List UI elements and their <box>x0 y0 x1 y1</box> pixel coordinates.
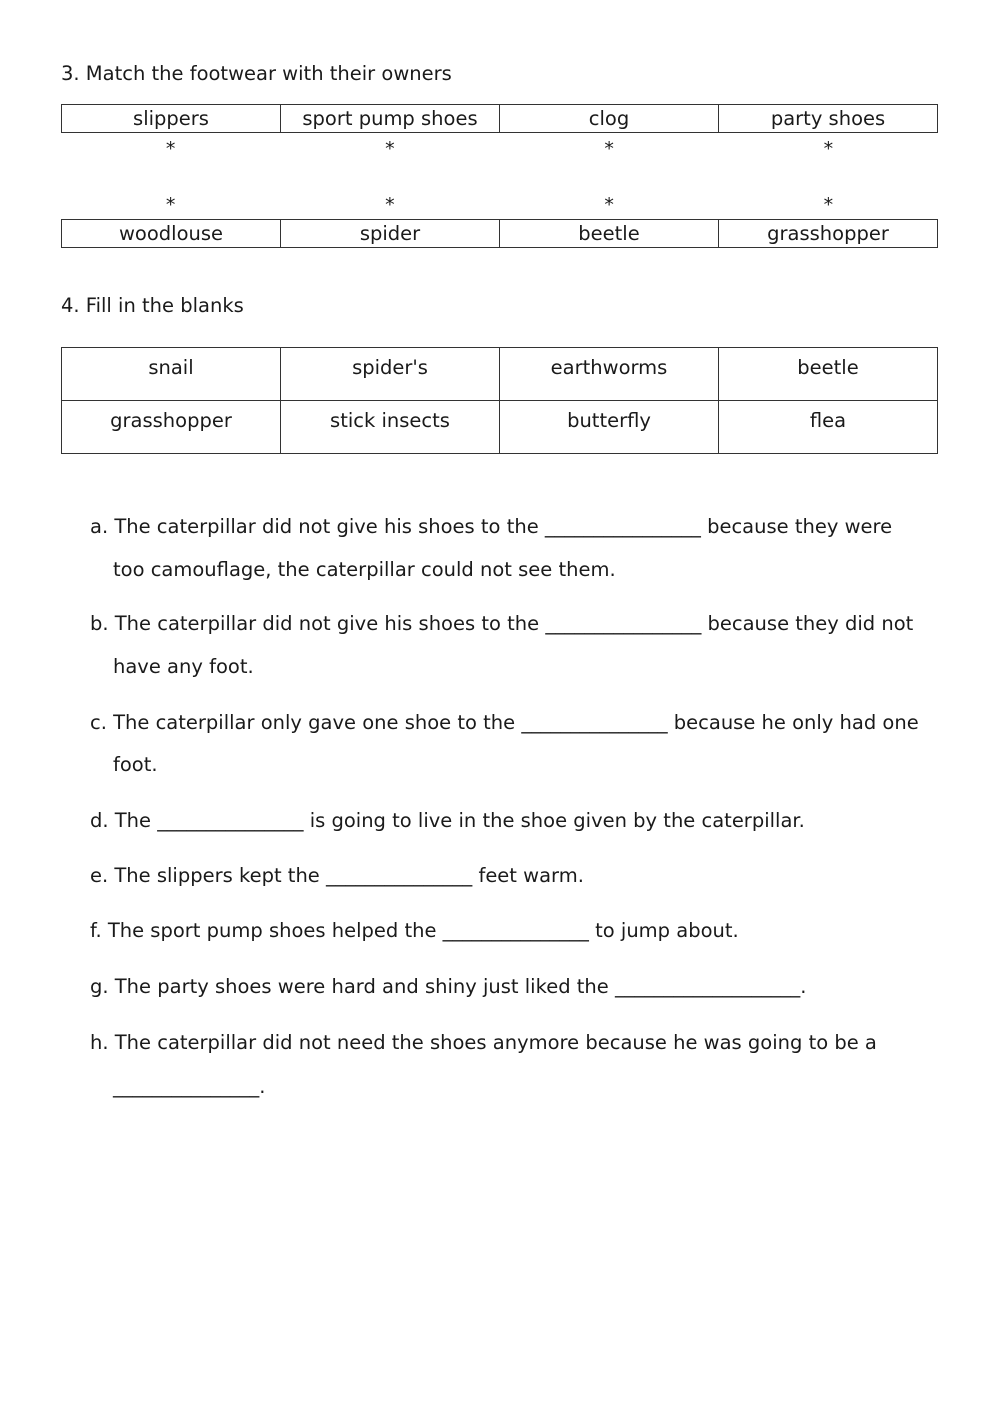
table-row <box>62 220 938 248</box>
question-e: e. The slippers kept the _______________ feet warm. <box>90 864 584 887</box>
word-bank-cell: stick insects <box>281 401 500 454</box>
match-dot[interactable]: * <box>385 194 395 216</box>
question-f: f. The sport pump shoes helped the _______________ to jump about. <box>90 919 739 942</box>
match-dot[interactable]: * <box>165 194 176 216</box>
match-dot[interactable]: * <box>823 138 834 160</box>
match-dot[interactable]: * <box>385 138 395 160</box>
word-bank-table <box>61 347 938 454</box>
footwear-cell: clog <box>500 105 719 133</box>
match-dot[interactable]: * <box>604 138 614 160</box>
question-a-continued: too camouflage, the caterpillar could not see them. <box>113 558 616 581</box>
match-dot[interactable]: * <box>165 138 176 160</box>
footwear-cell: sport pump shoes <box>281 105 500 133</box>
word-bank-cell: flea <box>719 401 938 454</box>
bottom-match-dots <box>61 195 938 215</box>
table-row <box>62 105 938 133</box>
question-b-continued: have any foot. <box>113 655 254 678</box>
section-3-heading: 3. Match the footwear with their owners <box>61 62 452 85</box>
question-c: c. The caterpillar only gave one shoe to the _______________ because he only had one <box>90 711 919 734</box>
match-dot[interactable]: * <box>823 194 834 216</box>
table-row <box>62 401 938 454</box>
question-g: g. The party shoes were hard and shiny just liked the ___________________. <box>90 975 807 998</box>
question-h-continued: _______________. <box>113 1075 266 1098</box>
question-a: a. The caterpillar did not give his shoes to the ________________ because they were <box>90 515 893 538</box>
owner-cell: beetle <box>500 220 719 248</box>
word-bank-cell: grasshopper <box>62 401 281 454</box>
owner-cell: grasshopper <box>719 220 938 248</box>
question-b: b. The caterpillar did not give his shoes to the ________________ because they did not <box>90 612 914 635</box>
word-bank-cell: butterfly <box>500 401 719 454</box>
word-bank-cell: snail <box>62 348 281 401</box>
question-c-continued: foot. <box>113 753 158 776</box>
word-bank-cell: beetle <box>719 348 938 401</box>
question-h: h. The caterpillar did not need the shoes anymore because he was going to be a <box>90 1031 877 1054</box>
footwear-table <box>61 104 938 133</box>
question-d: d. The _______________ is going to live in the shoe given by the caterpillar. <box>90 809 805 832</box>
match-dot[interactable]: * <box>604 194 614 216</box>
section-4-heading: 4. Fill in the blanks <box>61 294 244 317</box>
owner-cell: spider <box>281 220 500 248</box>
table-row <box>62 348 938 401</box>
owners-table <box>61 219 938 248</box>
word-bank-cell: earthworms <box>500 348 719 401</box>
footwear-cell: party shoes <box>719 105 938 133</box>
word-bank-cell: spider's <box>281 348 500 401</box>
footwear-cell: slippers <box>62 105 281 133</box>
owner-cell: woodlouse <box>62 220 281 248</box>
top-match-dots <box>61 139 938 159</box>
